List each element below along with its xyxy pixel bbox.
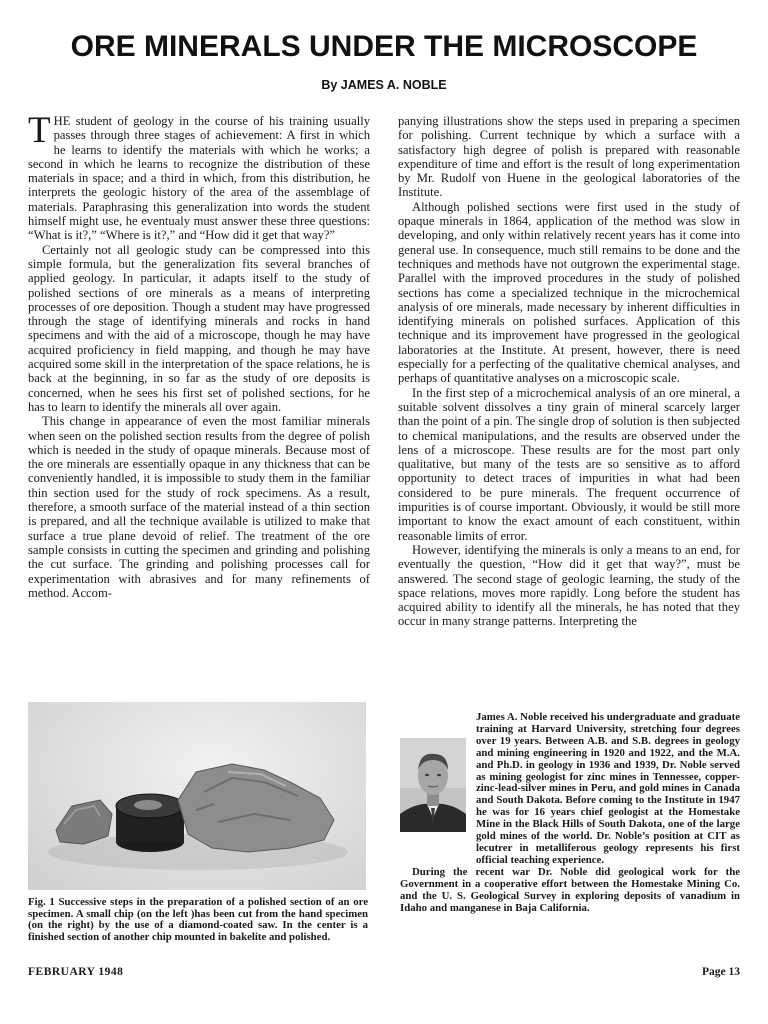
figure-caption: Fig. 1 Successive steps in the preparation of a polished section of an ore specimen. A small chip (on the left )has been cut from the hand specimen (on the right) by the use of a diamond-coated saw. In the center is a finished section of another chip mounted in bakelite and polished.	[28, 896, 368, 943]
portrait-illustration	[400, 738, 466, 832]
author-portrait	[400, 738, 466, 832]
paragraph: During the recent war Dr. Noble did geological work for the Government in a cooperative effort between the Homestake Mining Co. and the U. S. Geological Survey in exploring deposits of vanadium in Idaho and manganese in Baja California.	[400, 865, 740, 914]
issue-date: FEBRUARY 1948	[28, 966, 124, 978]
paragraph: Certainly not all geologic study can be compressed into this simple formula, but the generalization fits several branches of applied geology. In particular, it adapts itself to the study of polished sections of ore minerals as a means of interpreting processes of ore deposition. Though a student may have progressed through the stage of identifying minerals and rocks in hand specimens and with the aid of a microscope, though he may have acquired proficiency in field mapping, and though he may have acquired some skill in the interpretation of the space relations, he is back at the beginning, in so far as the study of ore deposits is concerned, when he sees his first set of polished sections, for he has to learn to identify the minerals all over again.	[28, 242, 370, 414]
paragraph: James A. Noble received his undergraduate and graduate training at Harvard University, stretching four degrees over 19 years. Between A.B. and S.B. degrees in geology and mining engineering in 1920 and 1922, and the M.A. and Ph.D. in geology in 1936 and 1939, Dr. Noble served as mining geologist for zinc mines in Tennessee, copper-zinc-lead-silver mines in Peru, and gold mines in Canada and South Dakota. Before coming to the Institute in 1947 he was for 16 years chief geologist at the Homestake Mine in the Black Hills of South Dakota, one of the large gold mines of the world. Dr. Noble’s position at CIT as lecutrer in metalliferous geology represents his first official teaching experience.	[476, 711, 740, 866]
right-column	[398, 114, 740, 629]
specimen-photo	[28, 702, 366, 890]
paragraph: However, identifying the minerals is only a means to an end, for eventually the question, “How did it get that way?”, must be answered. The second stage of geologic learning, the study of the space relations, moves more rapidly. Long before the student has acquired ability to identify all the minerals, he has noted that they occur in many strange patterns. Interpreting the	[398, 542, 740, 629]
article-title: ORE MINERALS UNDER THE MICROSCOPE	[70, 30, 698, 63]
specimen-illustration	[28, 702, 366, 890]
paragraph: THE student of geology in the course of his training usually passes through three stages of achievement: A first in which he learns to identify the materials with which he works; a second in which he learns to recognize the distribution of these materials in space; and a third in which, from this distribution, he interprets the geologic history of the area of the assemblage of materials. Paraphrasing this generalization into words the student himself might use, he eventualy must answer these three questions: “What is it?,” “Where is it?,” and “How did it get that way?”	[28, 110, 370, 243]
paragraph: This change in appearance of even the most familiar minerals when seen on the polished section results from the degree of polish which is needed in the study of opaque minerals. Because most of the ore minerals are essentially opaque in any thickness that can be conveniently handled, it is impossible to study them in the familiar thin section used for the study of rock specimens. As a result, therefore, a smooth surface of the material instead of a thin section is prepared, and all the technique available is utilized to make that surface a true plane devoid of relief. The treatment of the ore sample consists in cutting the specimen and grinding and polishing the cut surface. The grinding and polishing processes call for experimentation with abrasives and for many refinements of method. Accom-	[28, 414, 370, 600]
left-column	[28, 110, 370, 600]
paragraph: panying illustrations show the steps used in preparing a specimen for polishing. Current technique by which a surface with a satisfactory high degree of polish is prepared with reasonable expenditure of time and effort is the result of long experimentation by Mr. Rudolf von Huene in the geological laboratories of the Institute.	[398, 114, 740, 200]
page-number: Page 13	[701, 966, 740, 978]
drop-cap: T	[28, 110, 51, 151]
paragraph: In the first step of a microchemical analysis of an ore mineral, a suitable solvent dissolves a tiny grain of mineral scarcely larger than the point of a pin. The single drop of solution is then subjected to chemical manipulations, and the results are observed under the lens of a microscope. These results are for the most part only qualitative, but many of the tests are so sensitive as to afford opportunity to detect traces of impurities in what had been considered to be pure minerals. The frequent occurrence of impurities is of course important. Obviously, it would be still more important to know the exact amount of each constituent, within reasonable limits of error.	[398, 385, 740, 543]
byline: By JAMES A. NOBLE	[321, 78, 447, 92]
paragraph: Although polished sections were first used in the study of opaque minerals in 1864, application of the method was slow in developing, and only within relatively recent years has it come into general use. In consequence, much still remains to be done and the techniques and methods have not outgrown the experimental stage. Parallel with the improved procedures in the study of polished sections has come a specialized technique in the microchemical analysis of ore minerals, made necessary by inherent difficulties in identifying minerals on polished surfaces. Application of this technique and its improvement have progressed in the geological laboratories at the Institute. At present, however, there is need especially for a perfecting of the qualitative chemical analyses, and perhaps of quantitative analyses on a microscopic scale.	[398, 199, 740, 386]
